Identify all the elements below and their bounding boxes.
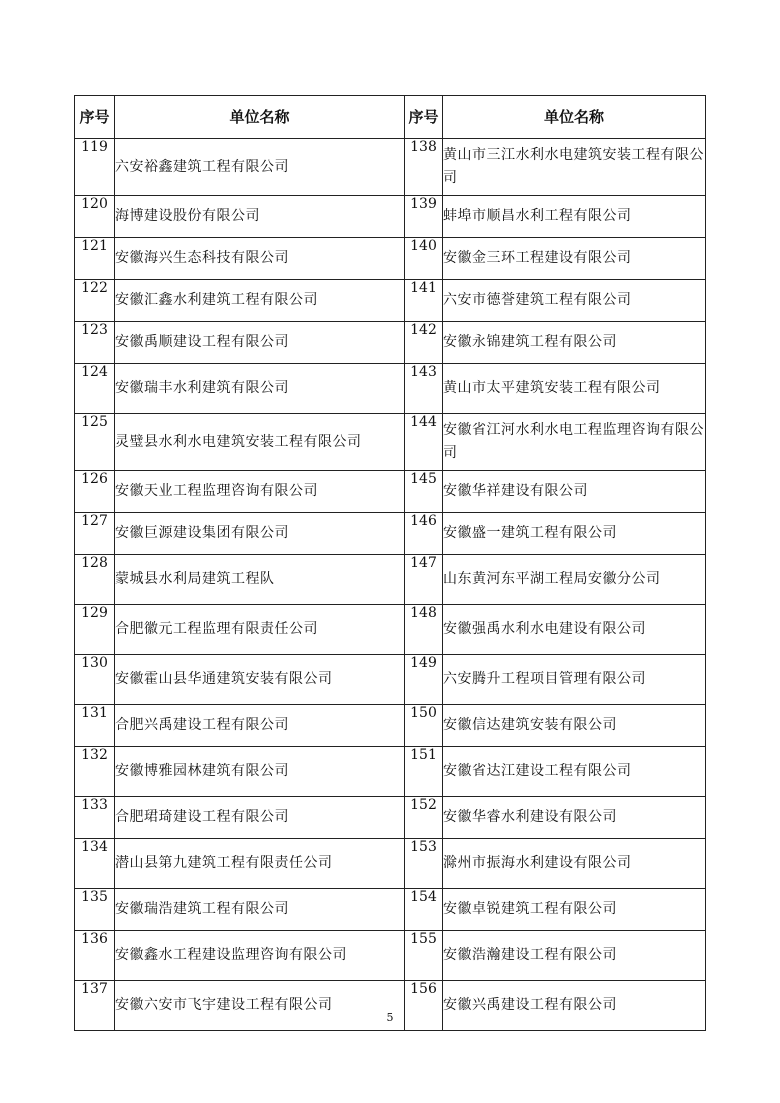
company-name-left: 安徽六安市飞宇建设工程有限公司 [115, 981, 405, 1031]
company-name-left: 安徽禹顺建设工程有限公司 [115, 322, 405, 364]
table-row [75, 605, 706, 655]
row-number-right: 139 [405, 196, 443, 238]
page-number: 5 [386, 1011, 394, 1024]
table-row [75, 196, 706, 238]
table-row [75, 513, 706, 555]
company-name-right: 安徽省达江建设工程有限公司 [443, 747, 706, 797]
table-row [75, 364, 706, 414]
company-name-left: 灵璧县水利水电建筑安装工程有限公司 [115, 414, 405, 471]
company-name-left: 安徽天业工程监理咨询有限公司 [115, 471, 405, 513]
row-number-left: 125 [75, 414, 115, 471]
company-name-right: 六安腾升工程项目管理有限公司 [443, 655, 706, 705]
row-number-right: 147 [405, 555, 443, 605]
row-number-right: 144 [405, 414, 443, 471]
table-row [75, 238, 706, 280]
company-name-right: 安徽兴禹建设工程有限公司 [443, 981, 706, 1031]
header-name-left: 单位名称 [115, 96, 405, 139]
company-name-right: 黄山市太平建筑安装工程有限公司 [443, 364, 706, 414]
company-name-left: 安徽鑫水工程建设监理咨询有限公司 [115, 931, 405, 981]
table-row [75, 414, 706, 471]
row-number-right: 143 [405, 364, 443, 414]
row-number-right: 138 [405, 139, 443, 196]
company-name-right: 安徽金三环工程建设有限公司 [443, 238, 706, 280]
company-name-right: 黄山市三江水利水电建筑安装工程有限公司 [443, 139, 706, 196]
company-name-right: 安徽强禹水利水电建设有限公司 [443, 605, 706, 655]
row-number-left: 119 [75, 139, 115, 196]
company-name-right: 安徽华睿水利建设有限公司 [443, 797, 706, 839]
row-number-right: 141 [405, 280, 443, 322]
row-number-left: 122 [75, 280, 115, 322]
company-name-right: 滁州市振海水利建设有限公司 [443, 839, 706, 889]
table-row [75, 471, 706, 513]
row-number-right: 155 [405, 931, 443, 981]
row-number-left: 134 [75, 839, 115, 889]
row-number-right: 153 [405, 839, 443, 889]
row-number-right: 149 [405, 655, 443, 705]
row-number-left: 121 [75, 238, 115, 280]
row-number-left: 133 [75, 797, 115, 839]
table-row [75, 705, 706, 747]
row-number-left: 132 [75, 747, 115, 797]
company-name-left: 安徽瑞丰水利建筑有限公司 [115, 364, 405, 414]
row-number-left: 127 [75, 513, 115, 555]
table-row [75, 280, 706, 322]
company-name-left: 六安裕鑫建筑工程有限公司 [115, 139, 405, 196]
table-row [75, 797, 706, 839]
row-number-left: 136 [75, 931, 115, 981]
row-number-right: 156 [405, 981, 443, 1031]
company-name-right: 蚌埠市顺昌水利工程有限公司 [443, 196, 706, 238]
header-no-left: 序号 [75, 96, 115, 139]
row-number-left: 131 [75, 705, 115, 747]
row-number-right: 142 [405, 322, 443, 364]
company-list-table [74, 95, 706, 1031]
table-row [75, 747, 706, 797]
row-number-left: 137 [75, 981, 115, 1031]
row-number-left: 120 [75, 196, 115, 238]
row-number-left: 128 [75, 555, 115, 605]
company-name-right: 安徽盛一建筑工程有限公司 [443, 513, 706, 555]
company-name-left: 海博建设股份有限公司 [115, 196, 405, 238]
row-number-right: 150 [405, 705, 443, 747]
company-name-left: 潜山县第九建筑工程有限责任公司 [115, 839, 405, 889]
company-name-right: 安徽华祥建设有限公司 [443, 471, 706, 513]
row-number-left: 129 [75, 605, 115, 655]
header-name-right: 单位名称 [443, 96, 706, 139]
company-name-left: 合肥珺琦建设工程有限公司 [115, 797, 405, 839]
company-name-right: 安徽信达建筑安装有限公司 [443, 705, 706, 747]
table-row [75, 322, 706, 364]
company-name-left: 安徽海兴生态科技有限公司 [115, 238, 405, 280]
row-number-right: 145 [405, 471, 443, 513]
row-number-right: 154 [405, 889, 443, 931]
company-name-right: 安徽永锦建筑工程有限公司 [443, 322, 706, 364]
row-number-right: 140 [405, 238, 443, 280]
table-row [75, 655, 706, 705]
row-number-right: 148 [405, 605, 443, 655]
table-row [75, 555, 706, 605]
company-name-right: 山东黄河东平湖工程局安徽分公司 [443, 555, 706, 605]
company-name-left: 安徽博雅园林建筑有限公司 [115, 747, 405, 797]
row-number-left: 126 [75, 471, 115, 513]
company-name-left: 安徽巨源建设集团有限公司 [115, 513, 405, 555]
row-number-left: 135 [75, 889, 115, 931]
header-no-right: 序号 [405, 96, 443, 139]
table-row [75, 139, 706, 196]
company-name-left: 合肥徽元工程监理有限责任公司 [115, 605, 405, 655]
company-name-right: 安徽卓锐建筑工程有限公司 [443, 889, 706, 931]
company-name-left: 安徽瑞浩建筑工程有限公司 [115, 889, 405, 931]
table-row [75, 839, 706, 889]
company-name-right: 安徽省江河水利水电工程监理咨询有限公司 [443, 414, 706, 471]
table-body [75, 139, 706, 1031]
row-number-left: 124 [75, 364, 115, 414]
table-row [75, 931, 706, 981]
table-row [75, 889, 706, 931]
row-number-right: 146 [405, 513, 443, 555]
company-name-left: 合肥兴禹建设工程有限公司 [115, 705, 405, 747]
table-header-row [75, 96, 706, 139]
company-name-left: 安徽汇鑫水利建筑工程有限公司 [115, 280, 405, 322]
row-number-right: 151 [405, 747, 443, 797]
company-name-left: 安徽霍山县华通建筑安装有限公司 [115, 655, 405, 705]
company-name-left: 蒙城县水利局建筑工程队 [115, 555, 405, 605]
company-name-right: 六安市德誉建筑工程有限公司 [443, 280, 706, 322]
row-number-right: 152 [405, 797, 443, 839]
row-number-left: 123 [75, 322, 115, 364]
row-number-left: 130 [75, 655, 115, 705]
company-name-right: 安徽浩瀚建设工程有限公司 [443, 931, 706, 981]
